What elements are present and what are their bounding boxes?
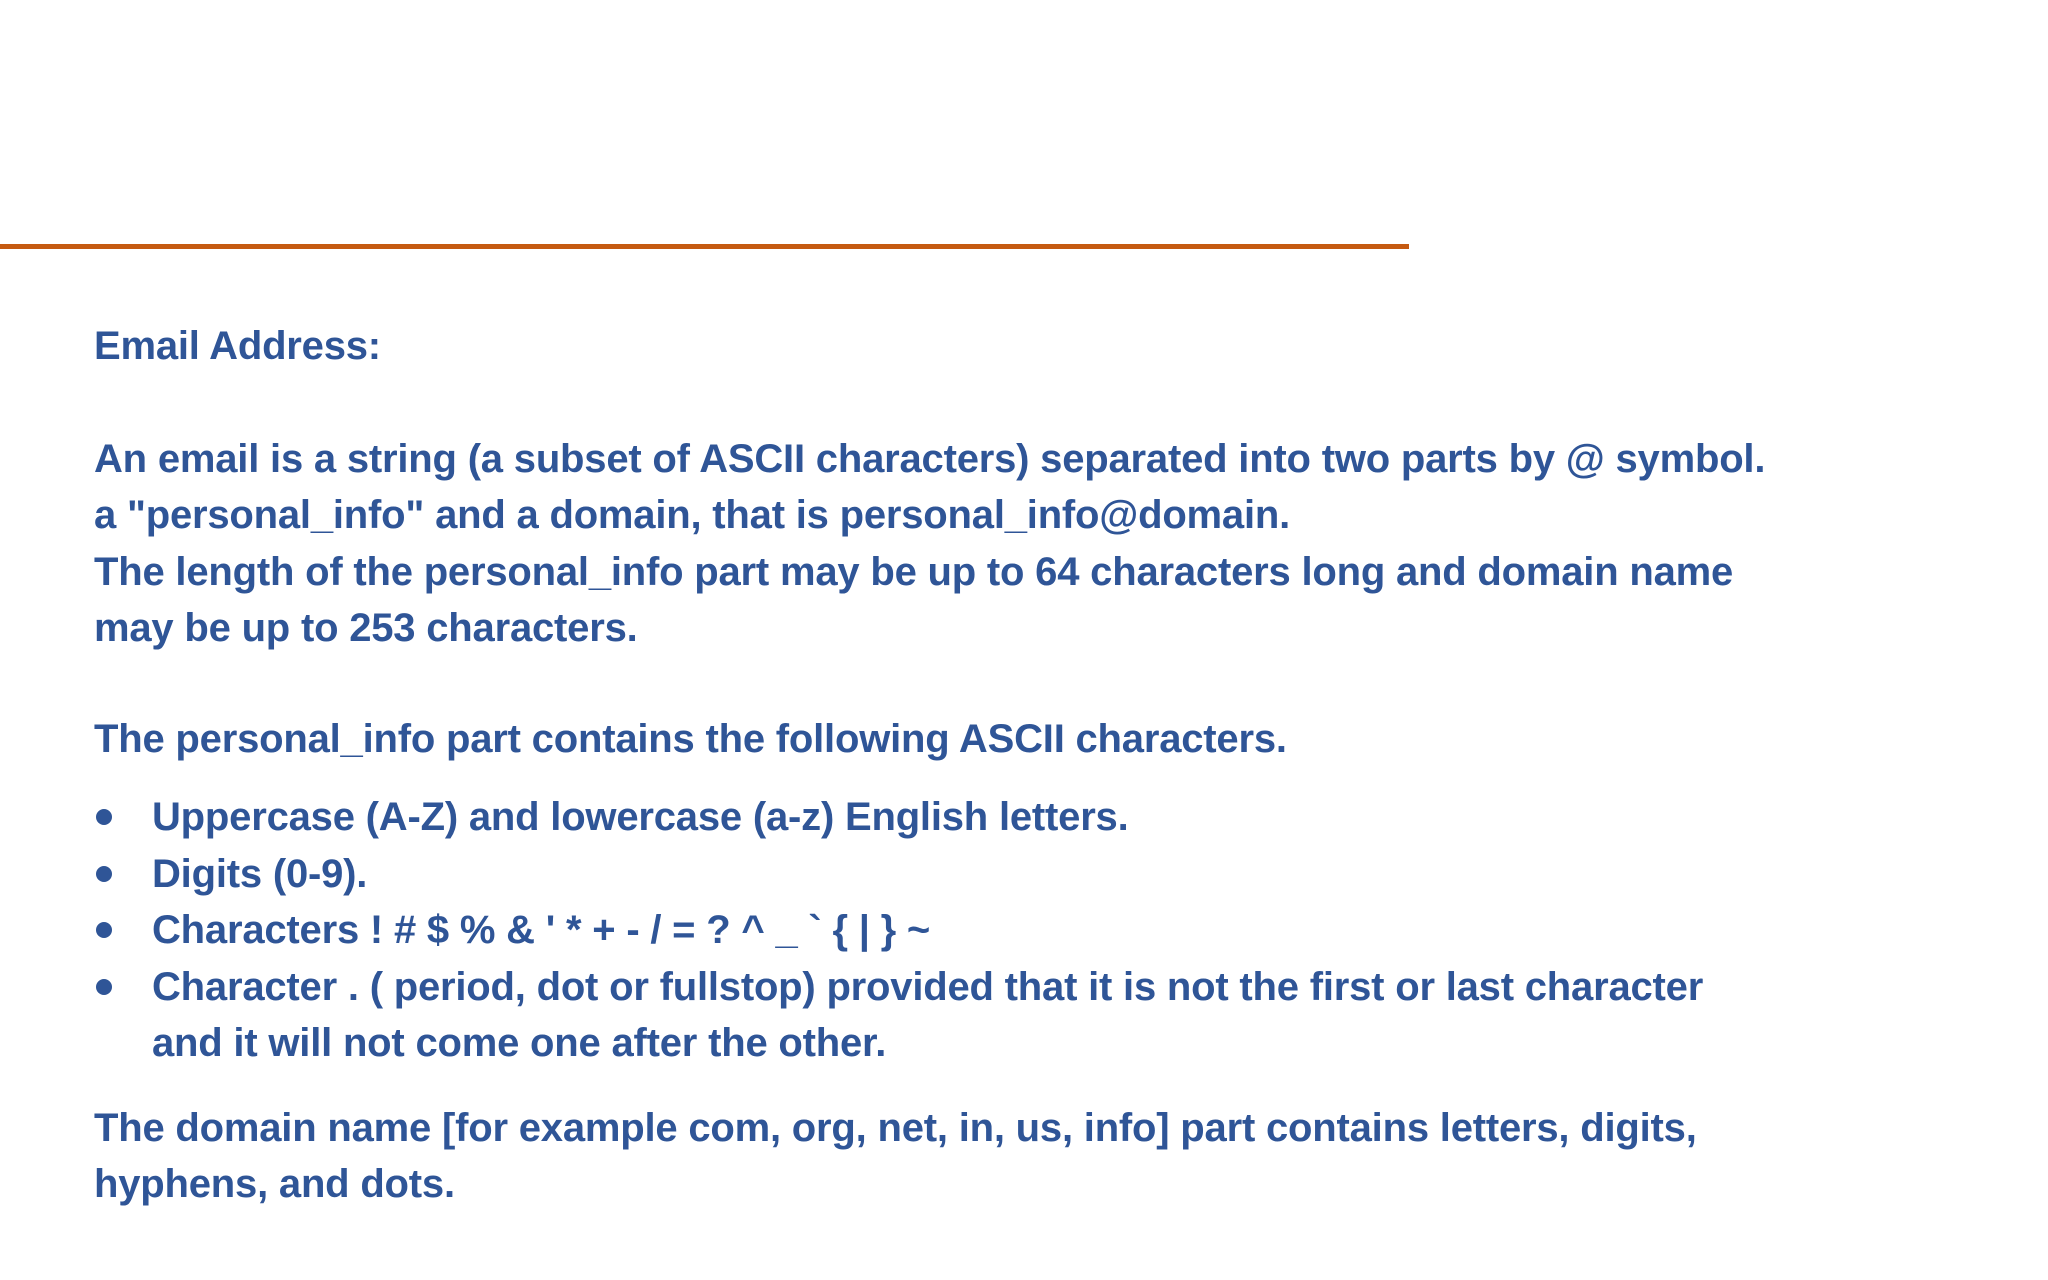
bullet-icon [96,922,112,938]
allowed-characters-list [94,789,1974,1072]
intro-line: a "personal_info" and a domain, that is personal_info@domain. [94,493,1291,537]
list-item-text: Uppercase (A-Z) and lowercase (a-z) English letters. [152,795,1129,839]
list-item [94,959,1974,1072]
domain-line: hyphens, and dots. [94,1162,455,1206]
title-underline-rule [0,244,1409,249]
list-item-text: Characters ! # $ % & ' * + - / = ? ^ _ ` { | } ~ [152,908,931,952]
list-item [94,902,1974,959]
bullet-icon [96,809,112,825]
intro-line: An email is a string (a subset of ASCII characters) separated into two parts by @ symbol. [94,436,1766,481]
list-item [94,846,1974,903]
list-item [94,789,1974,846]
bullet-icon [96,979,112,995]
list-item-text: Digits (0-9). [152,851,368,896]
intro-paragraph [94,431,1974,657]
intro-line: The length of the personal_info part may be up to 64 characters long and domain name [94,549,1734,594]
list-item-text: Character . ( period, dot or fullstop) provided that it is not the first or last character [152,964,1704,1009]
slide-body [94,318,1974,1213]
bullet-icon [96,866,112,882]
list-item-text: and it will not come one after the other. [152,1021,887,1065]
intro-line: may be up to 253 characters. [94,606,638,650]
section-heading: Email Address: [94,324,381,368]
domain-paragraph [94,1100,1974,1213]
domain-line: The domain name [for example com, org, net, in, us, info] part contains letters, digits, [94,1105,1697,1150]
personal-info-intro: The personal_info part contains the following ASCII characters. [94,716,1287,761]
